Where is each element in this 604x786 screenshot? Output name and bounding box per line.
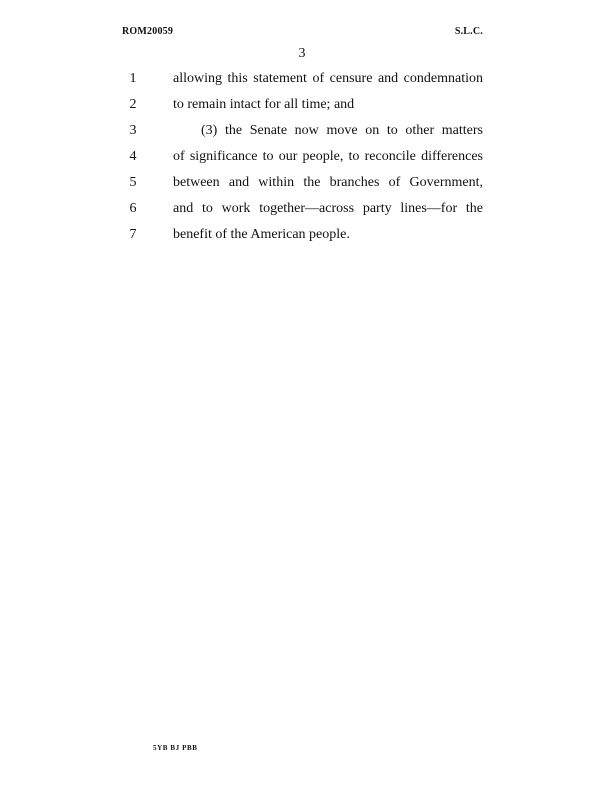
line-text: benefit of the American people. <box>173 227 350 242</box>
line-text: (3) the Senate now move on to other matters <box>201 123 483 138</box>
line-number: 6 <box>129 201 137 216</box>
line-text: to remain intact for all time; and <box>173 97 355 112</box>
text-line <box>0 94 604 120</box>
line-text: allowing this statement of censure and condemnation <box>173 71 483 86</box>
page-number: 3 <box>298 46 306 61</box>
footer-code: 5YB BJ PBB <box>153 744 198 752</box>
document-id: ROM20059 <box>122 26 174 37</box>
line-number: 5 <box>129 175 137 190</box>
text-line <box>0 198 604 224</box>
line-number: 4 <box>129 149 137 164</box>
text-line <box>0 224 604 250</box>
line-text: between and within the branches of Government, <box>173 175 483 190</box>
line-number: 2 <box>129 97 137 112</box>
line-number: 7 <box>129 227 137 242</box>
text-line <box>0 120 604 146</box>
text-line <box>0 172 604 198</box>
numbered-lines <box>0 68 604 250</box>
line-number: 3 <box>129 123 137 138</box>
line-number: 1 <box>129 71 137 86</box>
line-text: and to work together—across party lines—for the <box>173 201 483 216</box>
text-line <box>0 68 604 94</box>
line-text: of significance to our people, to reconcile differences <box>173 149 483 164</box>
slc-label: S.L.C. <box>454 26 483 37</box>
text-line <box>0 146 604 172</box>
